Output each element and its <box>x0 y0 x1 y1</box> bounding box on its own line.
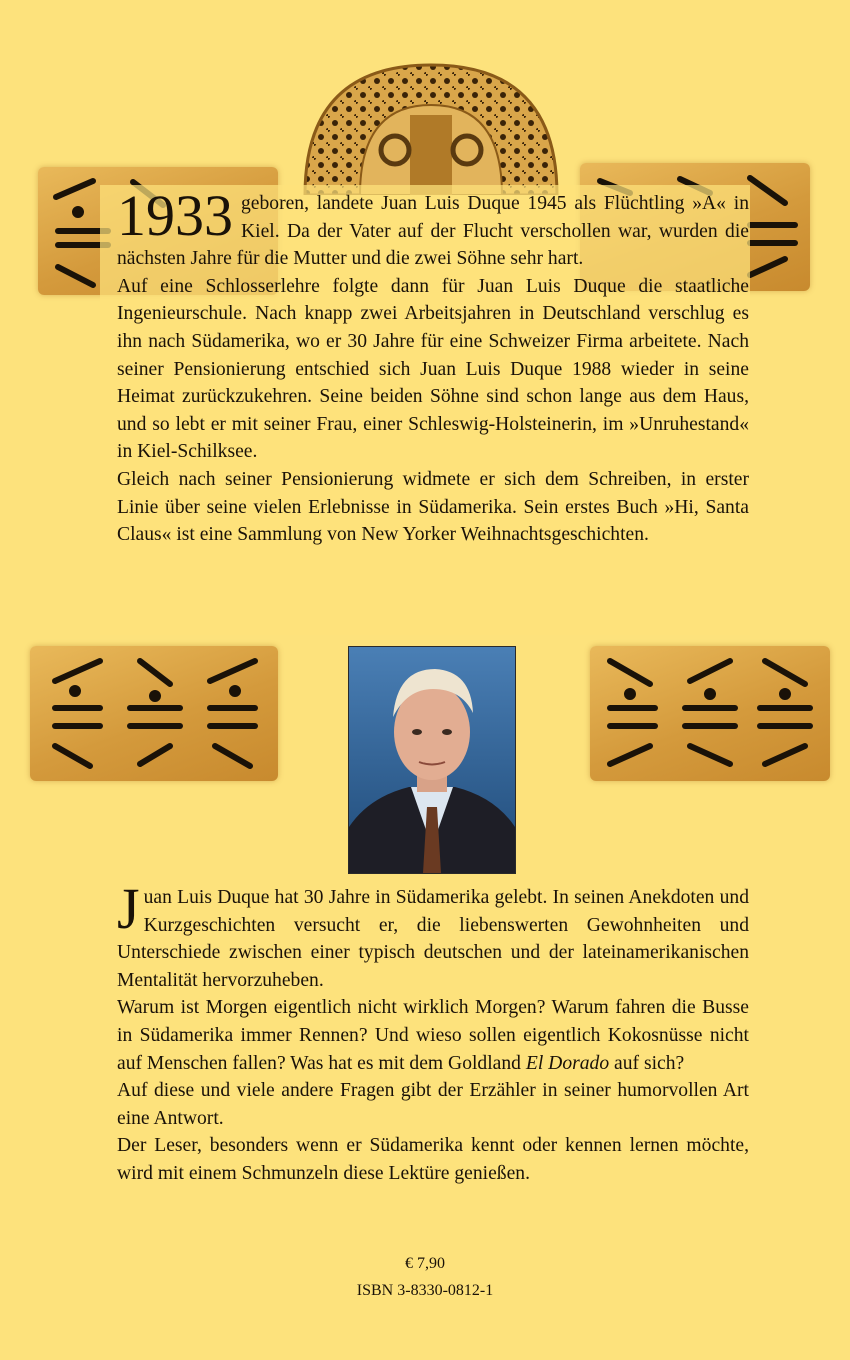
gold-arch-ornament-icon <box>300 60 562 195</box>
drop-cap-initial: J <box>117 876 140 941</box>
blurb-paragraph-4: Der Leser, besonders wenn er Südamerika kennt oder kennen lernen möchte, wird mit einem Schmunzeln diese Lektüre genießen. <box>117 1135 749 1184</box>
gold-tile-middle-left-icon <box>30 646 278 781</box>
gold-tile-middle-right-icon <box>590 646 830 781</box>
book-description <box>117 876 749 1188</box>
isbn: ISBN 3-8330-0812-1 <box>356 1282 494 1299</box>
price-block <box>0 1250 850 1304</box>
blurb-paragraph-1: Juan Luis Duque hat 30 Jahre in Südamerika gelebt. In seinen Anekdoten und Kurzgeschichten versucht er, die liebenswerten Gewohnheiten und Unterschiede zwischen einer typisch deutschen und der lateinamerikanischen Mentalität hervorzuheben. <box>117 876 749 991</box>
year-drop-cap: 1933 <box>117 183 233 248</box>
author-portrait-icon <box>348 646 516 874</box>
bio-paragraph-3: Gleich nach seiner Pensionierung widmete er sich dem Schreiben, in erster Linie über seine vielen Erlebnisse in Südamerika. Sein erstes Buch »Hi, Santa Claus« ist eine Sammlung von New Yorker Weihnachtsgeschichten. <box>117 468 749 546</box>
bio-paragraph-2: Auf eine Schlosserlehre folgte dann für Juan Luis Duque die staatliche Ingenieurschule. Nach knapp zwei Arbeitsjahren in Deutschland verschlug es ihn nach Südamerika, wo er 30 Jahre für eine Schweizer Firma arbeitete. Nach seiner Pensionierung entschied sich Juan Luis Duque 1988 wieder in seine Heimat zurückzukehren. Seine beiden Söhne sind schon lange aus dem Haus, und so lebt er mit seiner Frau, einer Schleswig-Holsteinerin, im »Unruhestand« in Kiel-Schilksee. <box>117 275 749 463</box>
price: € 7,90 <box>405 1255 445 1272</box>
blurb-paragraph-2: Warum ist Morgen eigentlich nicht wirklich Morgen? Warum fahren die Busse in Südamerika immer Rennen? Und wieso sollen eigentlich Kokosnüsse nicht auf Menschen fallen? Was hat es mit dem Goldland El Dorado auf sich? <box>117 997 749 1074</box>
blurb-paragraph-3: Auf diese und viele andere Fragen gibt der Erzähler in seiner humorvollen Art eine Antwort. <box>117 1080 749 1129</box>
bio-paragraph-1: 1933 geboren, landete Juan Luis Duque 1945 als Flüchtling »A« in Kiel. Da der Vater auf der Flucht verschollen war, wurden die nächsten Jahre für die Mutter und die zwei Söhne sehr hart. <box>117 183 749 270</box>
el-dorado-italic: El Dorado <box>525 1052 610 1074</box>
author-biography <box>117 183 749 549</box>
